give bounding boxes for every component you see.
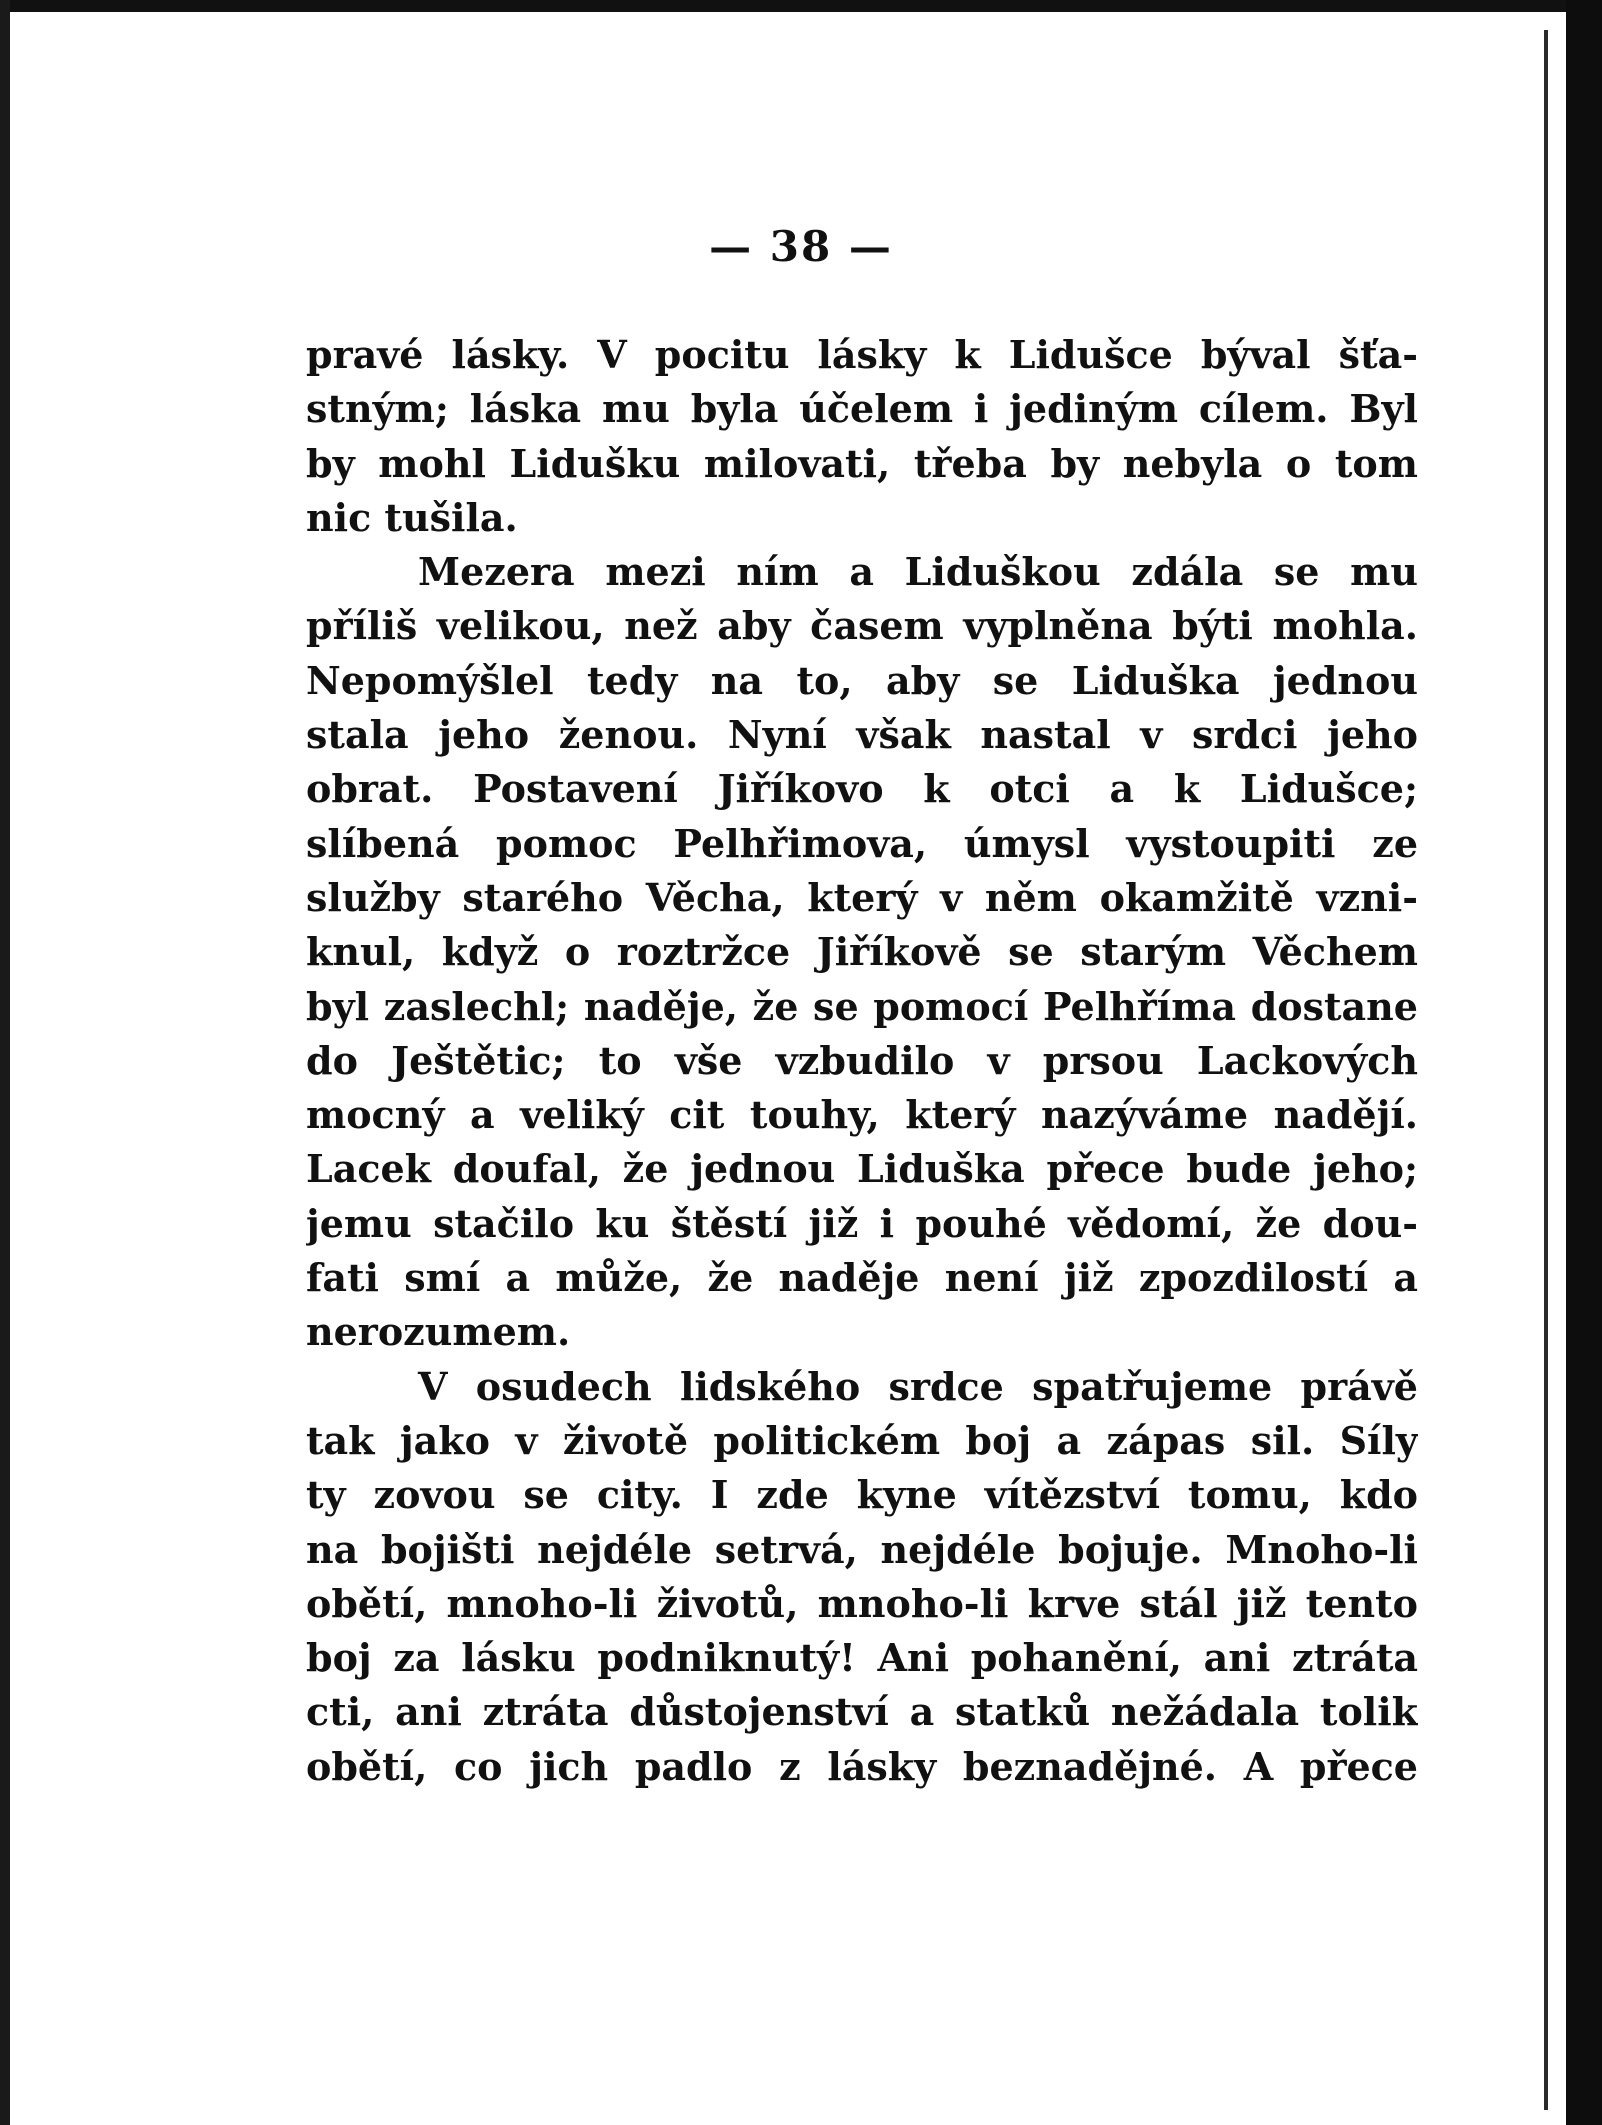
scan-border-right	[1566, 0, 1602, 2125]
text-line: Mezera mezi ním a Liduškou zdála se mu	[418, 549, 1418, 595]
text-line: fati smí a může, že naděje není již zpozdilostí a	[306, 1255, 1418, 1301]
text-line: V osudech lidského srdce spatřujeme právě	[418, 1363, 1418, 1409]
text-line: stným; láska mu byla účelem i jediným cílem. Byl	[306, 386, 1418, 432]
text-line: ty zovou se city. I zde kyne vítězství tomu, kdo	[306, 1472, 1418, 1518]
scan-border-top	[0, 0, 1602, 12]
text-line: nic tušila.	[306, 494, 518, 540]
text-line: služby starého Věcha, který v něm okamžitě vzni-	[306, 874, 1418, 920]
text-line: příliš velikou, než aby časem vyplněna býti mohla.	[306, 603, 1418, 649]
page-number: — 38 —	[709, 222, 893, 271]
text-line: obětí, mnoho-li životů, mnoho-li krve stál již tento	[306, 1580, 1418, 1626]
text-line: pravé lásky. V pocitu lásky k Lidušce býval šťa-	[306, 332, 1418, 377]
text-line: knul, když o roztržce Jiříkově se starým Věchem	[306, 929, 1418, 975]
text-line: do Ještětic; to vše vzbudilo v prsou Lackových	[306, 1037, 1418, 1083]
text-line: Lacek doufal, že jednou Liduška přece bude jeho;	[306, 1146, 1418, 1192]
text-line: stala jeho ženou. Nyní však nastal v srdci jeho	[306, 712, 1418, 758]
scan-border-left	[0, 0, 10, 2125]
text-line: jemu stačilo ku štěstí již i pouhé vědomí, že dou-	[306, 1200, 1418, 1246]
text-line: byl zaslechl; naděje, že se pomocí Pelhříma dostane	[306, 983, 1418, 1029]
text-line: tak jako v životě politickém boj a zápas sil. Síly	[306, 1417, 1418, 1463]
text-line: mocný a veliký cit touhy, který nazýváme nadějí.	[306, 1092, 1418, 1138]
text-line: cti, ani ztráta důstojenství a statků nežádala tolik	[306, 1689, 1418, 1735]
text-line: obrat. Postavení Jiříkovo k otci a k Lidušce;	[306, 766, 1418, 812]
text-line: nerozumem.	[306, 1309, 571, 1355]
text-line: na bojišti nejdéle setrvá, nejdéle bojuje. Mnoho-li	[306, 1526, 1418, 1572]
text-line: boj za lásku podniknutý! Ani pohanění, ani ztráta	[306, 1635, 1418, 1681]
body-text	[306, 328, 1418, 1794]
scan-gutter-line	[1544, 30, 1548, 2110]
text-line: obětí, co jich padlo z lásky beznadějné. A přece	[306, 1743, 1418, 1789]
text-line: slíbená pomoc Pelhřimova, úmysl vystoupiti ze	[306, 820, 1418, 866]
text-line: Nepomýšlel tedy na to, aby se Liduška jednou	[306, 657, 1418, 703]
text-line: by mohl Lidušku milovati, třeba by nebyla o tom	[306, 440, 1418, 486]
